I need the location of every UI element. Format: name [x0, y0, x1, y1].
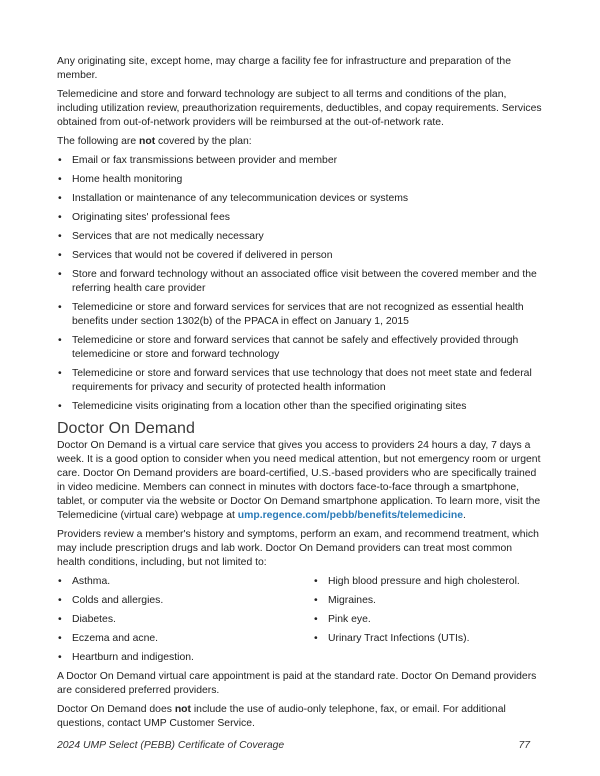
terms-paragraph: Telemedicine and store and forward technology are subject to all terms and conditions of the plan, including utilization review, preauthorization requirements, deductibles, and copay requirements. Services obtained from out-of-network providers will be reimbursed at the out-of-network rate. [57, 89, 542, 128]
list-item: • Email or fax transmissions between provider and member [57, 154, 542, 168]
list-item: • Telemedicine or store and forward services for services that are not recognized as essential health benefits under section 1302(b) of the PPACA in effect on January 1, 2015 [57, 301, 542, 329]
document-title: 2024 UMP Select (PEBB) Certificate of Coverage [57, 740, 285, 751]
emphasis: not [139, 136, 156, 147]
telemedicine-link[interactable]: ump.regence.com/pebb/benefits/telemedicine [237, 510, 463, 521]
list-item: • Telemedicine or store and forward services that cannot be safely and effectively provided through telemedicine or store and forward technology [57, 334, 542, 362]
list-item: • Originating sites' professional fees [57, 211, 542, 225]
text: covered by the plan: [155, 136, 252, 147]
page-number: 77 [518, 740, 530, 751]
list-item: • Pink eye. [313, 613, 542, 627]
list-item: • Colds and allergies. [57, 594, 313, 608]
list-item: • Eczema and acne. [57, 632, 313, 646]
page-footer [57, 739, 530, 753]
list-item: • Heartburn and indigestion. [57, 651, 313, 665]
text: include the use of audio-only telephone, fax, or email. For additional questions, contact UMP Customer Service. [57, 704, 506, 729]
list-item: • Migraines. [313, 594, 542, 608]
list-item: • Telemedicine or store and forward services that use technology that does not meet state and federal requirements for privacy and security of protected health information [57, 367, 542, 395]
list-item: • Services that would not be covered if delivered in person [57, 249, 542, 263]
document-page [57, 0, 542, 731]
text: The following are [57, 136, 140, 147]
text: Doctor On Demand is a virtual care service that gives you access to providers 24 hours a day, 7 days a week. It is a good option to consider when you need medical attention, but not emergency room or urgent care. Doctor On Demand providers are board-certified, U.S.-based providers who are specifically trained in video medicine. Members can connect in minutes with doctors face-to-face through a smartphone, tablet, or computer via the website or Doctor On Demand smartphone application. To learn more, visit the Telemedicine (virtual care) webpage at [57, 440, 541, 521]
standard-rate-paragraph: A Doctor On Demand virtual care appointment is paid at the standard rate. Doctor On Demand providers are considered preferred providers. [57, 671, 537, 696]
facility-fee-paragraph: Any originating site, except home, may charge a facility fee for infrastructure and preparation of the member. [57, 56, 511, 81]
list-item: • Store and forward technology without an associated office visit between the covered member and the referring health care provider [57, 268, 542, 296]
list-item: • Services that are not medically necessary [57, 230, 542, 244]
list-item: • Telemedicine visits originating from a location other than the specified originating sites [57, 400, 542, 414]
not-covered-intro [57, 135, 542, 149]
list-item: • Asthma. [57, 575, 313, 589]
conditions-list [57, 575, 542, 670]
list-item: • Home health monitoring [57, 173, 542, 187]
list-item: • Urinary Tract Infections (UTIs). [313, 632, 542, 646]
emphasis: not [174, 704, 191, 715]
list-item: • Diabetes. [57, 613, 313, 627]
text: . [462, 510, 466, 521]
doctor-on-demand-intro [57, 439, 542, 523]
section-heading: Doctor On Demand [57, 420, 195, 437]
list-item: • High blood pressure and high cholesterol. [313, 575, 542, 589]
providers-paragraph: Providers review a member's history and symptoms, perform an exam, and recommend treatment, which may include prescription drugs and lab work. Doctor On Demand providers can treat most common health conditions, including, but not limited to: [57, 529, 539, 568]
text: Doctor On Demand does [57, 704, 175, 715]
not-covered-list [57, 154, 542, 414]
exclusions-paragraph [57, 703, 542, 731]
list-item: • Installation or maintenance of any telecommunication devices or systems [57, 192, 542, 206]
